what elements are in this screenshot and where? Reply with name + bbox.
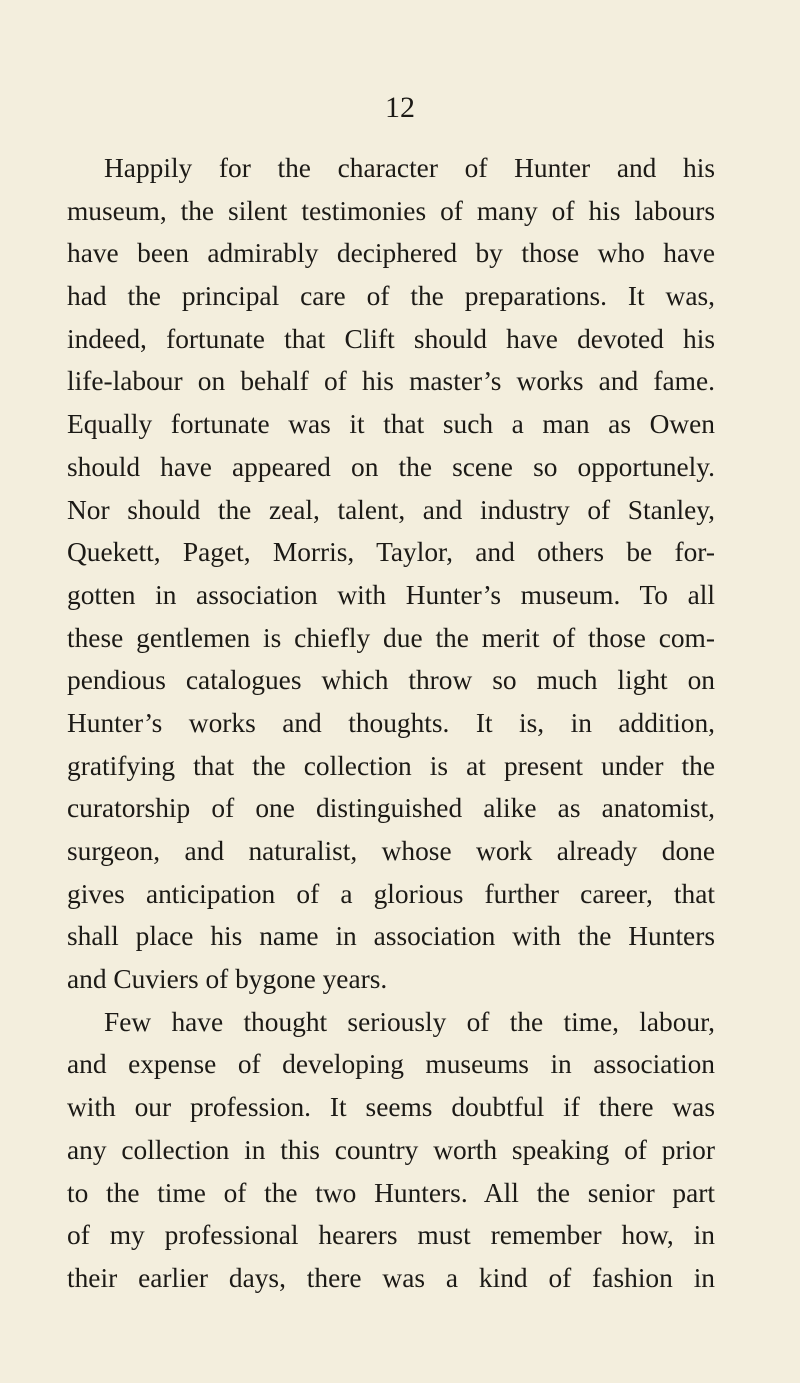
text-line: gives anticipation of a glorious further career, that [67,878,715,909]
paragraph-museum-development [67,1001,715,1300]
text-line: and expense of developing museums in association [67,1049,715,1080]
paragraph-hunter-museum [67,147,715,1001]
text-line: Happily for the character of Hunter and his [104,153,715,183]
text-line: had the principal care of the preparations. It was, [67,281,715,312]
body-text [67,147,715,1300]
page-number: 12 [385,91,415,124]
text-line: indeed, fortunate that Clift should have devoted his [67,323,715,354]
text-line: surgeon, and naturalist, whose work already done [67,836,715,866]
text-line: these gentlemen is chiefly due the merit of those com- [67,622,715,653]
text-line: and Cuviers of bygone years. [67,964,388,995]
text-line: life-labour on behalf of his master’s works and fame. [67,366,715,397]
text-line: shall place his name in association with the Hunters [67,921,715,952]
text-line: Quekett, Paget, Morris, Taylor, and others be for- [67,537,715,568]
text-line: Hunter’s works and thoughts. It is, in addition, [67,707,715,738]
text-line: gotten in association with Hunter’s museum. To all [67,579,715,610]
text-line: pendious catalogues which throw so much light on [67,665,715,696]
text-line: to the time of the two Hunters. All the senior part [67,1177,715,1208]
text-line: curatorship of one distinguished alike as anatomist, [67,793,715,824]
text-line: Nor should the zeal, talent, and industry of Stanley, [67,494,715,525]
text-line: Few have thought seriously of the time, labour, [104,1006,715,1037]
text-line: should have appeared on the scene so opportunely. [67,451,715,482]
text-line: with our profession. It seems doubtful if there was [67,1092,715,1123]
text-line: have been admirably deciphered by those who have [67,238,715,269]
text-line: Equally fortunate was it that such a man as Owen [67,409,715,440]
text-line: museum, the silent testimonies of many of his labours [67,195,715,226]
text-line: of my professional hearers must remember how, in [67,1220,715,1251]
text-line: gratifying that the collection is at present under the [67,750,715,781]
text-line: their earlier days, there was a kind of fashion in [67,1262,715,1293]
text-line: any collection in this country worth speaking of prior [67,1134,715,1165]
